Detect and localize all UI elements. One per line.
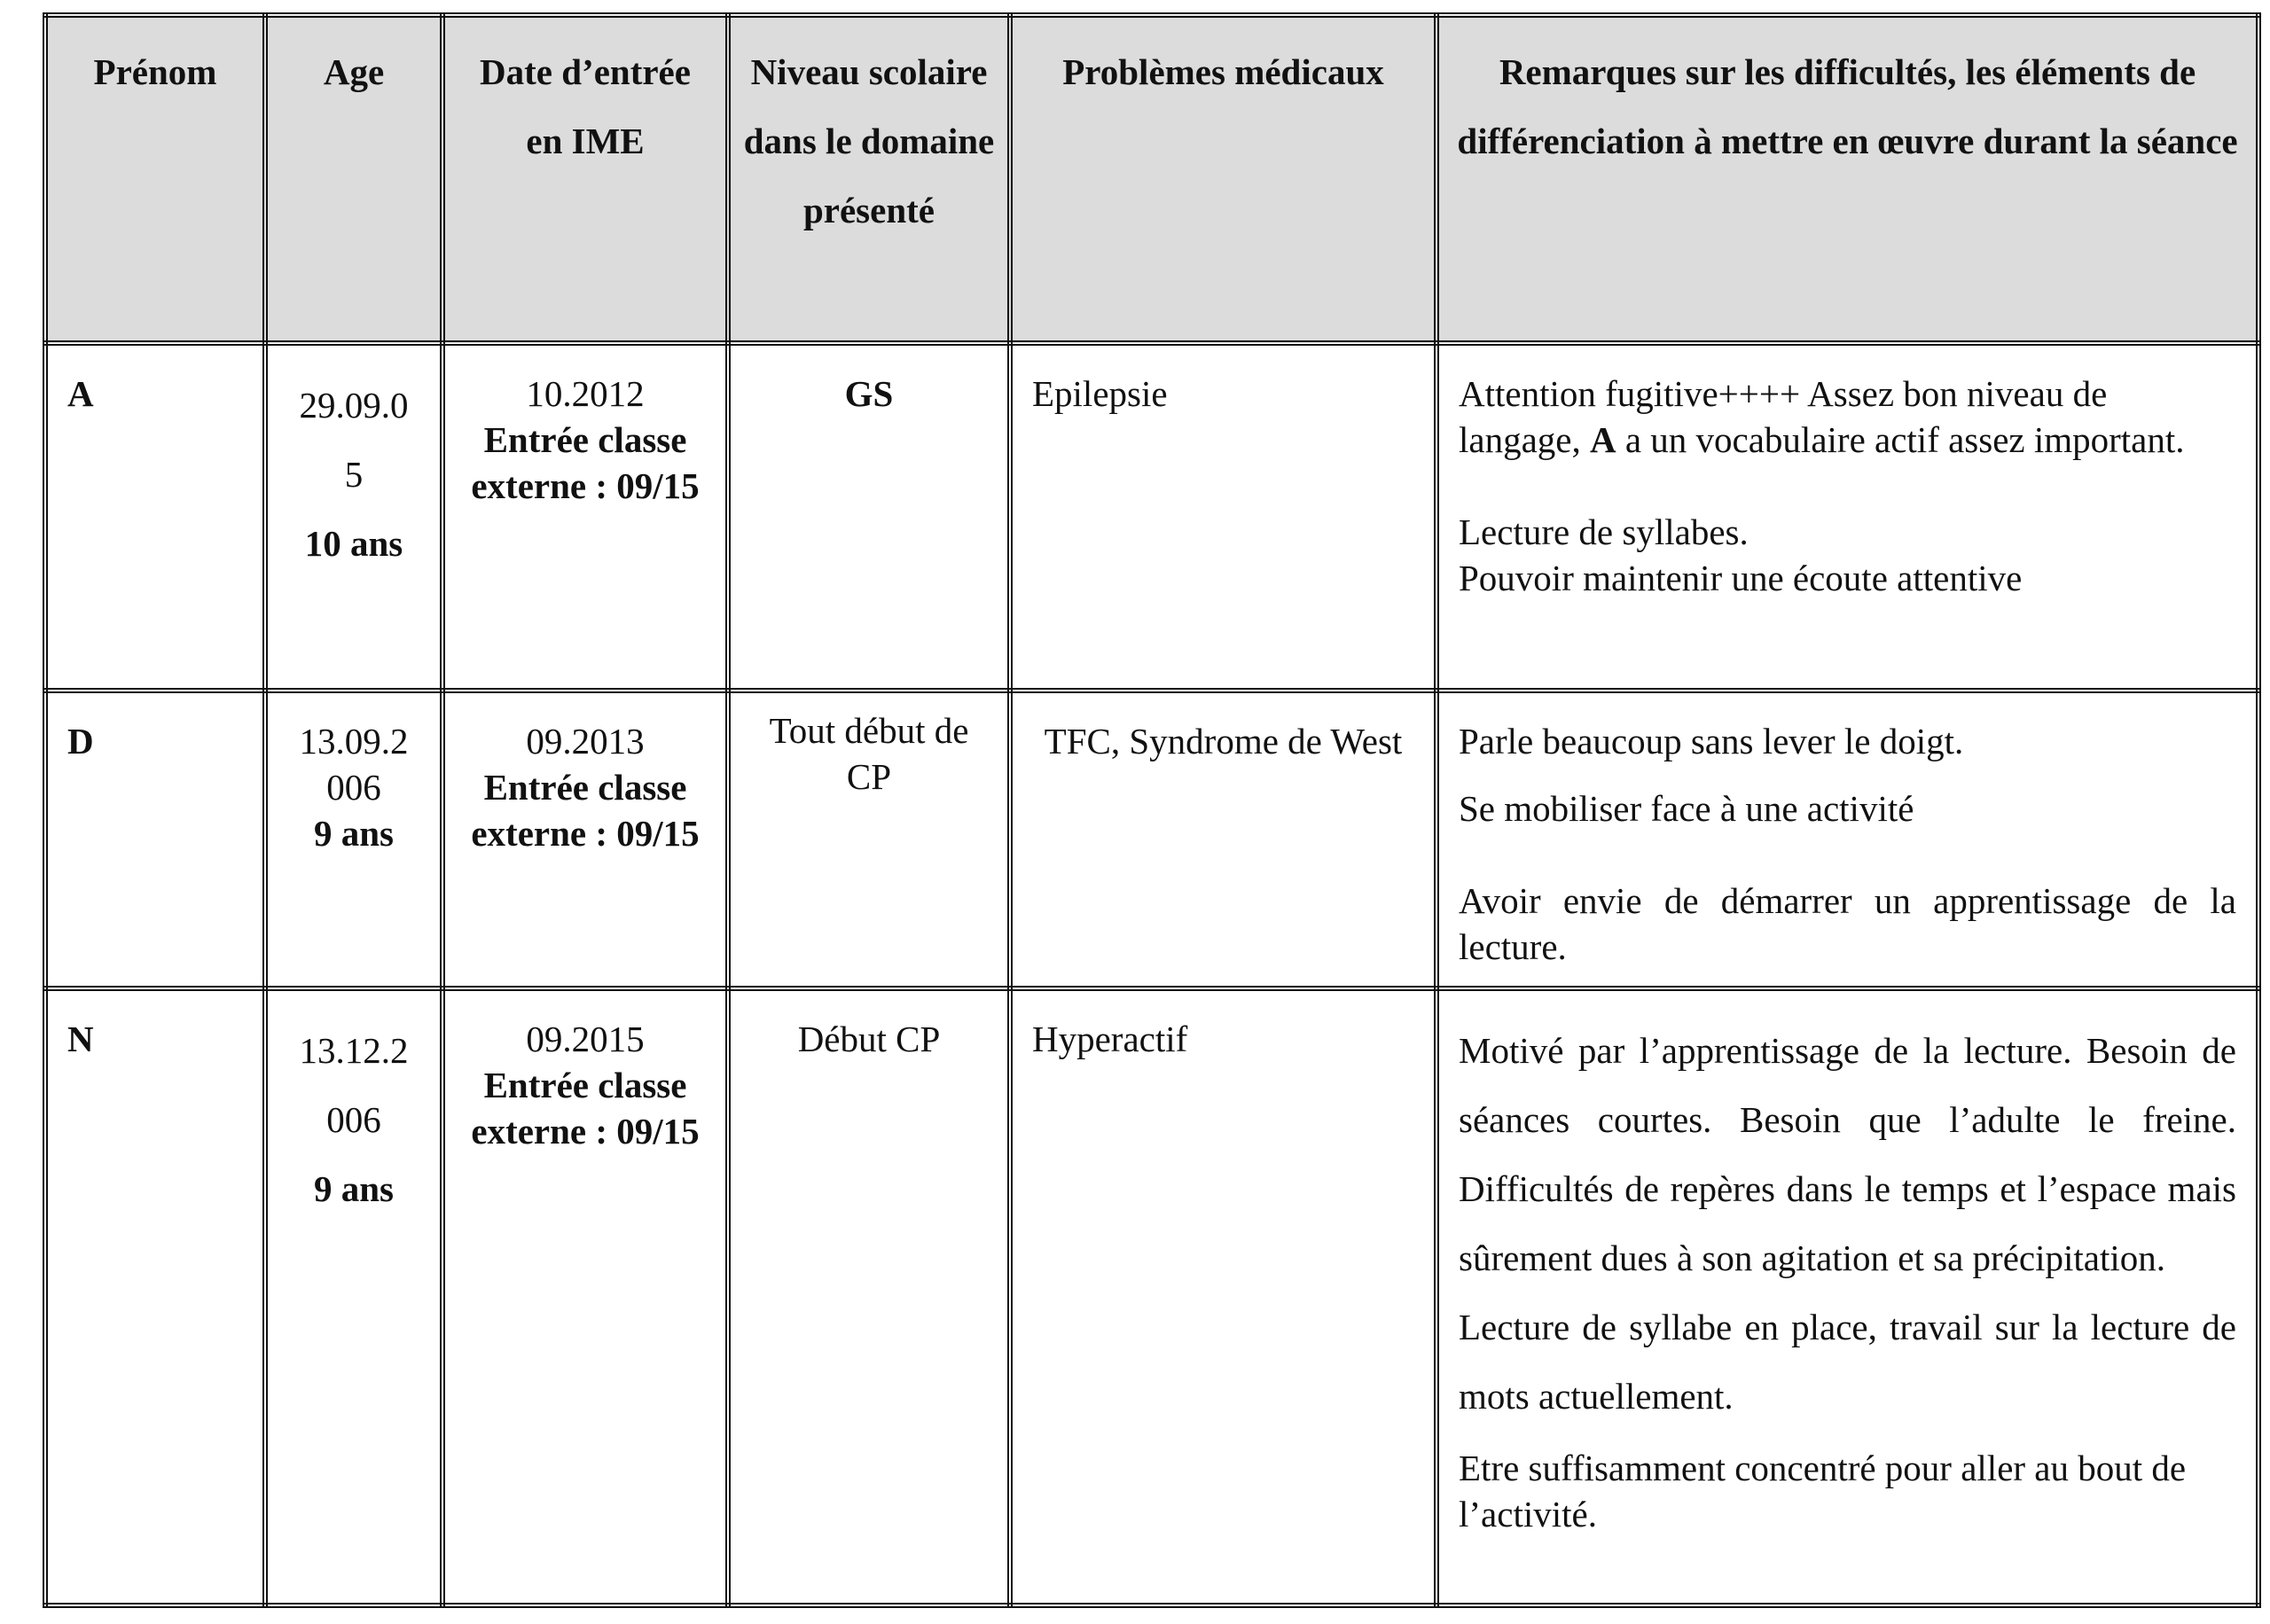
table-header — [45, 15, 2258, 343]
cell-remarques — [1436, 691, 2258, 988]
cell-age — [265, 343, 442, 691]
header-date-entree: Date d’entrée en IME — [442, 15, 728, 343]
cell-probleme: Epilepsie — [1010, 343, 1436, 691]
age-years: 9 ans — [313, 1168, 394, 1209]
header-prenom: Prénom — [45, 15, 265, 343]
age-years: 10 ans — [304, 523, 403, 564]
entry-external-class: Entrée classe externe : 09/15 — [471, 1065, 700, 1152]
table-row — [45, 691, 2258, 988]
age-years: 9 ans — [313, 813, 394, 854]
cell-probleme: Hyperactif — [1010, 988, 1436, 1605]
remark-paragraph-1: Parle beaucoup sans lever le doigt. — [1459, 721, 1964, 761]
cell-prenom: N — [45, 988, 265, 1605]
remark-paragraph-2: Se mobiliser face à une activité — [1459, 788, 1914, 829]
cell-date-entree — [442, 343, 728, 691]
entry-date: 09.2015 — [526, 1019, 645, 1059]
cell-date-entree — [442, 691, 728, 988]
cell-niveau: GS — [728, 343, 1010, 691]
cell-niveau: Début CP — [728, 988, 1010, 1605]
remark-paragraph-2: Lecture de syllabes. — [1459, 511, 1749, 552]
cell-date-entree — [442, 988, 728, 1605]
remark-text: a un vocabulaire actif assez important. — [1616, 419, 2185, 460]
remark-paragraph-3: Pouvoir maintenir une écoute attentive — [1459, 558, 2023, 598]
remark-paragraph-3: Etre suffisamment concentré pour aller au bout de l’activité. — [1459, 1448, 2187, 1534]
birth-date-part-1: 13.09.2 — [299, 721, 409, 761]
table-body — [45, 343, 2258, 1605]
remark-text: Attention fugitive++++ Assez bon niveau de langage, — [1459, 373, 2108, 460]
birth-date-part-2: 006 — [326, 767, 381, 808]
remark-paragraph-3: Avoir envie de démarrer un apprentissage de la lecture. — [1459, 880, 2236, 967]
table-row — [45, 343, 2258, 691]
cell-age — [265, 988, 442, 1605]
header-remarques: Remarques sur les difficultés, les éléments de différenciation à mettre en œuvre durant la séance — [1436, 15, 2258, 343]
birth-date-part-2: 5 — [344, 454, 364, 495]
remark-paragraph-1 — [1459, 371, 2236, 463]
entry-external-class: Entrée classe externe : 09/15 — [471, 419, 700, 506]
entry-date: 10.2012 — [526, 373, 645, 414]
cell-probleme: TFC, Syndrome de West — [1010, 691, 1436, 988]
header-niveau-scolaire: Niveau scolaire dans le domaine présenté — [728, 15, 1010, 343]
entry-external-class: Entrée classe externe : 09/15 — [471, 767, 700, 854]
remark-name-bold: A — [1589, 419, 1616, 460]
remark-paragraph-1: Motivé par l’apprentissage de la lecture. Besoin de séances courtes. Besoin que l’adulte le freine. Difficultés de repères dans le temps et l’espace mais sûrement dues à son agitation et sa précipitation. — [1459, 1030, 2236, 1278]
cell-prenom: A — [45, 343, 265, 691]
entry-date: 09.2013 — [526, 721, 645, 761]
birth-date-part-1: 13.12.2 — [299, 1030, 409, 1071]
cell-remarques — [1436, 343, 2258, 691]
cell-niveau: Tout début de CP — [728, 691, 1010, 988]
student-table — [43, 12, 2261, 1608]
header-row — [45, 15, 2258, 343]
cell-remarques — [1436, 988, 2258, 1605]
cell-prenom: D — [45, 691, 265, 988]
table-row — [45, 988, 2258, 1605]
birth-date-part-1: 29.09.0 — [299, 385, 409, 426]
header-age: Age — [265, 15, 442, 343]
birth-date-part-2: 006 — [326, 1099, 381, 1140]
header-problemes-medicaux: Problèmes médicaux — [1010, 15, 1436, 343]
remark-paragraph-2: Lecture de syllabe en place, travail sur la lecture de mots actuellement. — [1459, 1307, 2236, 1417]
cell-age — [265, 691, 442, 988]
